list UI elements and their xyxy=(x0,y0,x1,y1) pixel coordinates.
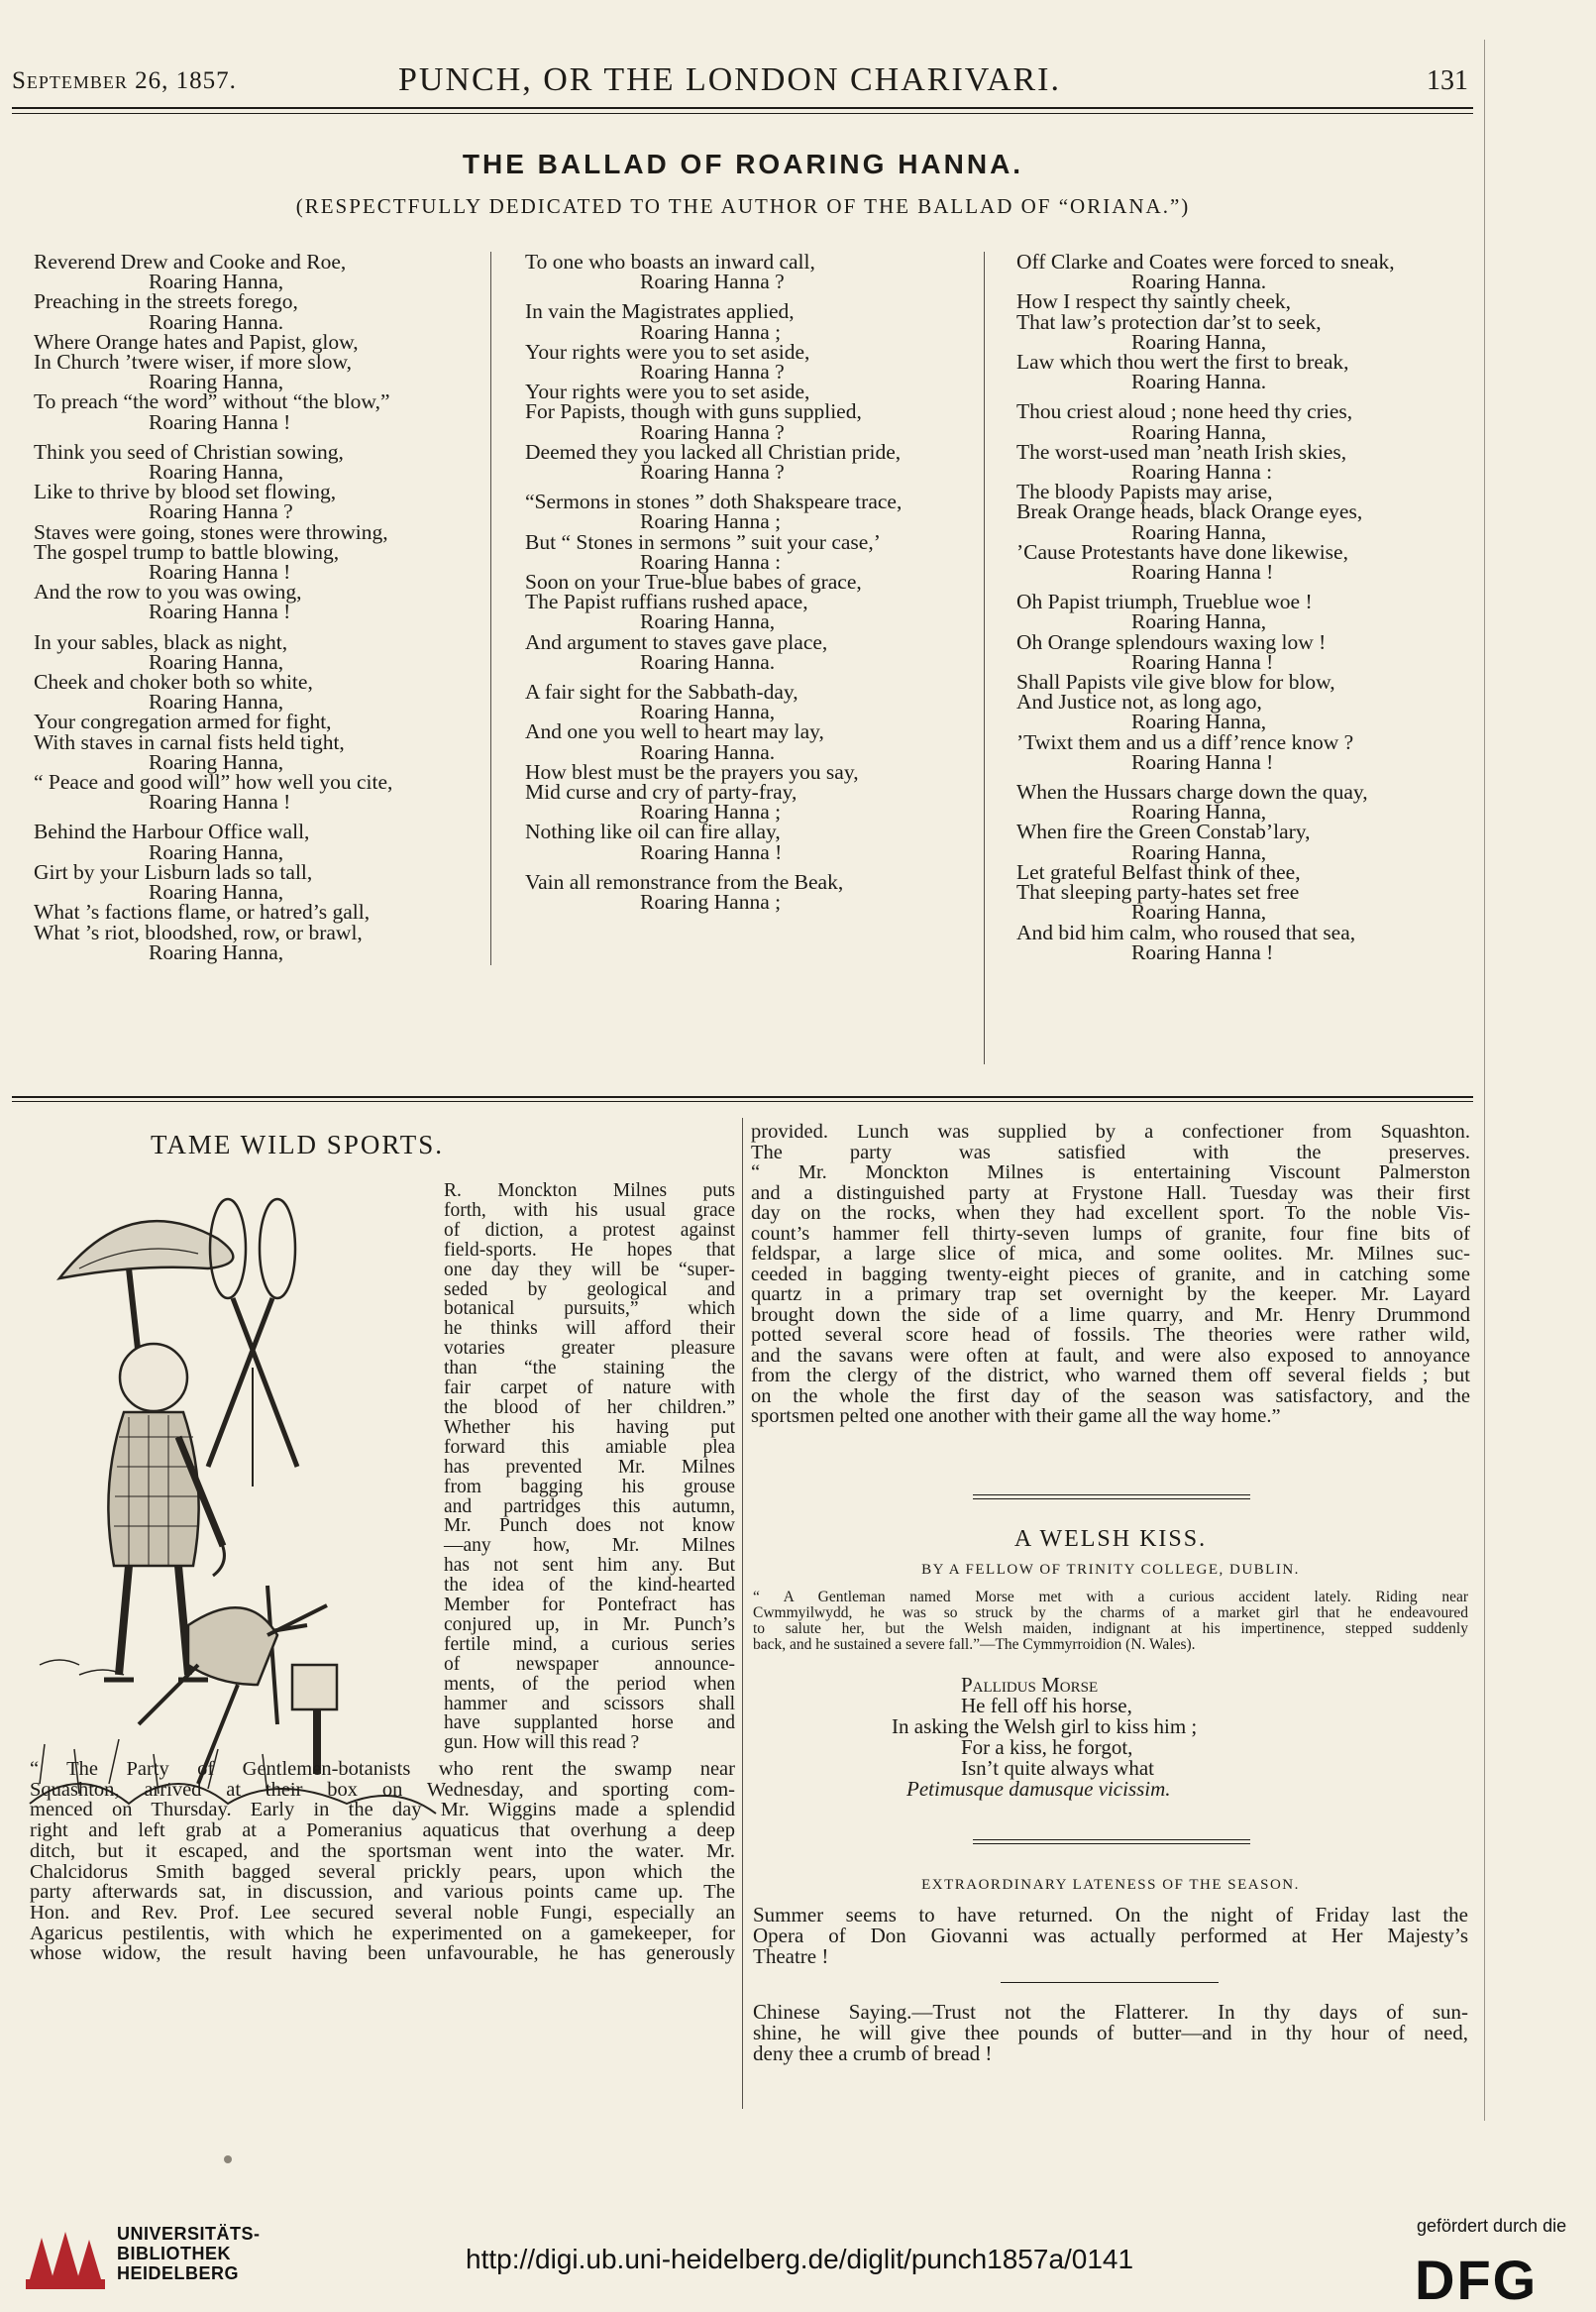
refrain-line: Roaring Hanna ! xyxy=(149,409,291,434)
verse-line: Mid curse and cry of party-fray, xyxy=(525,780,798,805)
text-line: potted several score head of fossils. The theories were rather wild, xyxy=(751,1324,1470,1346)
text-line: provided. Lunch was supplied by a confectioner from Squashton. xyxy=(751,1121,1470,1143)
journal-title: PUNCH, OR THE LONDON CHARIVARI. xyxy=(398,61,1062,98)
text-line: right and left grab at a Pomeranius aquaticus that overhung a deep xyxy=(30,1819,735,1842)
text-line: count’s hammer fell thirty-seven lumps of granite, four fine bits of xyxy=(751,1222,1470,1245)
verse-line: The worst-used man ’neath Irish skies, xyxy=(1016,439,1347,464)
verse-line: Isn’t quite always what xyxy=(961,1756,1154,1780)
verse-line: Shall Papists vile give blow for blow, xyxy=(1016,670,1335,695)
lateness-title: EXTRAORDINARY LATENESS OF THE SEASON. xyxy=(921,1877,1300,1893)
refrain-line: Roaring Hanna, xyxy=(1131,609,1267,634)
library-line-2: BIBLIOTHEK xyxy=(117,2244,231,2263)
speck xyxy=(224,2155,232,2163)
text-line: Opera of Don Giovanni was actually performed at Her Majesty’s xyxy=(753,1924,1468,1947)
text-line: conjured up, in Mr. Punch’s xyxy=(444,1613,735,1635)
text-line: and partridges this autumn, xyxy=(444,1495,735,1517)
refrain-line: Roaring Hanna ? xyxy=(640,460,785,485)
refrain-line: Roaring Hanna, xyxy=(149,939,284,964)
text-line: forth, with his usual grace xyxy=(444,1199,735,1221)
university-library-logo-icon xyxy=(22,2228,111,2297)
verse-line: How I respect thy saintly cheek, xyxy=(1016,289,1292,314)
text-line: day on the rocks, when they had excellent sport. To the noble Vis- xyxy=(751,1202,1470,1224)
verse-line: Staves were going, stones were throwing, xyxy=(34,519,388,544)
verse-line: Girt by your Lisburn lads so tall, xyxy=(34,859,313,884)
verse-line: To one who boasts an inward call, xyxy=(525,250,815,274)
funded-by-label: gefördert durch die xyxy=(1417,2216,1567,2236)
verse-line: In asking the Welsh girl to kiss him ; xyxy=(892,1714,1198,1738)
text-line: has not sent him any. But xyxy=(444,1555,735,1577)
ballad-column-2 xyxy=(525,250,991,915)
text-line: Chalcidorus Smith bagged several prickly pears, upon which the xyxy=(30,1860,735,1883)
verse-line: He fell off his horse, xyxy=(961,1694,1132,1717)
text-line: to salute her, but the Welsh maiden, indignant at his impertinence, stepped suddenly xyxy=(753,1620,1468,1637)
welsh-kiss-epigraph xyxy=(753,1590,1468,1653)
refrain-line: Roaring Hanna. xyxy=(640,649,776,674)
refrain-line: Roaring Hanna ! xyxy=(1131,649,1274,674)
verse-line: Your rights were you to set aside, xyxy=(525,339,810,364)
column-rule-2 xyxy=(984,252,985,1064)
section-rule-2 xyxy=(12,1101,1473,1102)
refrain-line: Roaring Hanna, xyxy=(1131,329,1267,354)
refrain-line: Roaring Hanna ! xyxy=(149,790,291,815)
text-line: ditch, but it escaped, and the sportsman went into the water. Mr. xyxy=(30,1839,735,1862)
header-rule-1 xyxy=(12,107,1473,109)
refrain-line: Roaring Hanna, xyxy=(149,880,284,905)
verse-line: And one you well to heart may lay, xyxy=(525,719,824,744)
verse-line: Your rights were you to set aside, xyxy=(525,380,810,404)
lateness-body xyxy=(753,1905,1468,1967)
text-line: whose widow, the result having been unfavourable, he has generously xyxy=(30,1942,735,1965)
refrain-line: Roaring Hanna, xyxy=(149,690,284,715)
verse-line: And the row to you was owing, xyxy=(34,580,302,605)
verse-line: That sleeping party-hates set free xyxy=(1016,880,1300,905)
refrain-line: Roaring Hanna, xyxy=(1131,710,1267,734)
text-line: deny thee a crumb of bread ! xyxy=(753,2041,993,2065)
refrain-line: Roaring Hanna, xyxy=(149,460,284,485)
verse-line: What ’s factions flame, or hatred’s gall, xyxy=(34,900,371,925)
verse-line: When the Hussars charge down the quay, xyxy=(1016,780,1368,805)
text-line: botanical pursuits,” which xyxy=(444,1298,735,1320)
text-line: sportsmen pelted one another with their game all the way home.” xyxy=(751,1405,1281,1427)
text-line: quartz in a primary trap set overnight by the keeper. Mr. Layard xyxy=(751,1283,1470,1305)
verse-line: What ’s riot, bloodshed, row, or brawl, xyxy=(34,920,363,944)
verse-line: Where Orange hates and Papist, glow, xyxy=(34,329,359,354)
divider-welsh-2 xyxy=(973,1498,1250,1499)
verse-line: For Papists, though with guns supplied, xyxy=(525,399,862,424)
verse-line: The gospel trump to battle blowing, xyxy=(34,539,340,564)
refrain-line: Roaring Hanna ; xyxy=(640,800,782,825)
text-line: from bagging his grouse xyxy=(444,1476,735,1497)
welsh-kiss-verse xyxy=(892,1675,1387,1800)
text-line: fertile mind, a curious series xyxy=(444,1633,735,1655)
verse-line: Oh Orange splendours waxing low ! xyxy=(1016,629,1327,654)
refrain-line: Roaring Hanna, xyxy=(1131,800,1267,825)
verse-line: Preaching in the streets forego, xyxy=(34,289,298,314)
text-line: menced on Thursday. Early in the day Mr. Wiggins made a splendid xyxy=(30,1799,735,1821)
text-line: on the whole the first day of the season was satisfactory, and the xyxy=(751,1384,1470,1407)
text-line: hammer and scissors shall xyxy=(444,1693,735,1714)
ballad-column-1 xyxy=(34,252,499,962)
divider-chinese xyxy=(1001,1982,1219,1983)
refrain-line: Roaring Hanna ? xyxy=(640,419,785,444)
text-line: Mr. Punch does not know xyxy=(444,1515,735,1537)
verse-line: “ Peace and good will” how well you cite, xyxy=(34,770,393,795)
verse-line: And Justice not, as long ago, xyxy=(1016,690,1262,715)
refrain-line: Roaring Hanna, xyxy=(149,270,284,294)
library-line-3: HEIDELBERG xyxy=(117,2263,240,2283)
text-line: votaries greater pleasure xyxy=(444,1338,735,1360)
refrain-line: Roaring Hanna, xyxy=(149,749,284,774)
library-line-1: UNIVERSITÄTS- xyxy=(117,2224,261,2244)
verse-line: Let grateful Belfast think of thee, xyxy=(1016,859,1301,884)
text-line: than “the staining the xyxy=(444,1358,735,1379)
verse-line: With staves in carnal fists held tight, xyxy=(34,729,345,754)
refrain-line: Roaring Hanna. xyxy=(1131,370,1267,394)
text-line: Squashton, arrived at their box on Wednesday, and sporting com- xyxy=(30,1778,735,1801)
text-line: gun. How will this read ? xyxy=(444,1732,640,1754)
verse-line: Thou criest aloud ; none heed thy cries, xyxy=(1016,399,1353,424)
refrain-line: Roaring Hanna ; xyxy=(640,319,782,344)
text-line: shine, he will give thee pounds of butter—and in thy hour of need, xyxy=(753,2021,1468,2044)
refrain-line: Roaring Hanna ; xyxy=(640,890,782,915)
university-library-name xyxy=(117,2224,261,2283)
text-line: field-sports. He hopes that xyxy=(444,1239,735,1261)
refrain-line: Roaring Hanna, xyxy=(149,649,284,674)
text-line: seded by geological and xyxy=(444,1278,735,1300)
verse-line: Law which thou wert the first to break, xyxy=(1016,350,1349,375)
refrain-line: Roaring Hanna, xyxy=(149,370,284,394)
refrain-line: Roaring Hanna : xyxy=(640,549,782,574)
verse-line: “Sermons in stones ” doth Shakspeare trace, xyxy=(525,490,903,514)
ballad-column-3 xyxy=(1016,252,1482,962)
tame-wild-sports-title: TAME WILD SPORTS. xyxy=(151,1130,444,1159)
text-line: Member for Pontefract has xyxy=(444,1595,735,1616)
text-line: ments, of the period when xyxy=(444,1673,735,1695)
refrain-line: Roaring Hanna ! xyxy=(1131,560,1274,585)
text-line: Theatre ! xyxy=(753,1944,829,1968)
verse-line: The Papist ruffians rushed apace, xyxy=(525,590,808,614)
text-line: the blood of her children.” xyxy=(444,1396,735,1418)
verse-line: Off Clarke and Coates were forced to sneak, xyxy=(1016,250,1395,274)
verse-line: Vain all remonstrance from the Beak, xyxy=(525,869,844,894)
verse-line: Nothing like oil can fire allay, xyxy=(525,820,781,844)
text-line: —any how, Mr. Milnes xyxy=(444,1535,735,1557)
verse-line: Petimusque damusque vicissim. xyxy=(906,1777,1171,1801)
text-line: and the savans were often at fault, and were also exposed to annoyance xyxy=(751,1344,1470,1367)
refrain-line: Roaring Hanna. xyxy=(149,309,284,334)
text-line: has prevented Mr. Milnes xyxy=(444,1456,735,1478)
dfg-logo: DFG xyxy=(1415,2249,1539,2311)
text-line: party afterwards sat, in discussion, and various points came up. The xyxy=(30,1881,735,1904)
refrain-line: Roaring Hanna ? xyxy=(640,360,785,385)
text-line: Whether his having put xyxy=(444,1416,735,1438)
welsh-kiss-title: A WELSH KISS. xyxy=(1013,1526,1208,1552)
verse-line: The bloody Papists may arise, xyxy=(1016,480,1273,504)
text-line: the idea of the kind-hearted xyxy=(444,1575,735,1596)
verse-line: And bid him calm, who roused that sea, xyxy=(1016,920,1356,944)
refrain-line: Roaring Hanna, xyxy=(640,700,776,724)
text-line: The party was satisfied with the preserves. xyxy=(751,1141,1470,1163)
ballad-title: THE BALLAD OF ROARING HANNA. xyxy=(462,149,1024,179)
verse-line: Like to thrive by blood set flowing, xyxy=(34,480,337,504)
tame-wild-sports-body xyxy=(30,1759,735,1964)
verse-line: That law’s protection dar’st to seek, xyxy=(1016,309,1322,334)
page-number: 131 xyxy=(1427,65,1468,96)
verse-line: Your congregation armed for fight, xyxy=(34,710,332,734)
verse-line: Reverend Drew and Cooke and Roe, xyxy=(34,250,347,274)
tame-wild-sports-continuation xyxy=(751,1122,1470,1427)
verse-line: How blest must be the prayers you say, xyxy=(525,759,859,784)
text-line: feldspar, a large slice of mica, and some oolites. Mr. Milnes suc- xyxy=(751,1243,1470,1265)
text-line: fair carpet of nature with xyxy=(444,1377,735,1399)
verse-line: Soon on your True-blue babes of grace, xyxy=(525,570,862,595)
refrain-line: Roaring Hanna ! xyxy=(149,600,291,624)
verse-line: Pallidus Morse xyxy=(961,1673,1099,1697)
refrain-line: Roaring Hanna ! xyxy=(149,560,291,585)
divider-welsh-1 xyxy=(973,1494,1250,1495)
refrain-line: Roaring Hanna. xyxy=(640,739,776,764)
text-line: brought down the side of a lime quarry, and Mr. Henry Drummond xyxy=(751,1303,1470,1326)
refrain-line: Roaring Hanna ! xyxy=(1131,749,1274,774)
text-line: one day they will be “super- xyxy=(444,1259,735,1280)
verse-line: A fair sight for the Sabbath-day, xyxy=(525,680,798,705)
text-line: have supplanted horse and xyxy=(444,1712,735,1734)
page-edge-rule xyxy=(1484,40,1485,2121)
verse-line: ’Twixt them and us a diff’rence know ? xyxy=(1016,729,1354,754)
column-rule-lower xyxy=(742,1118,743,2109)
refrain-line: Roaring Hanna ? xyxy=(640,270,785,294)
text-line: forward this amiable plea xyxy=(444,1436,735,1458)
header-rule-2 xyxy=(12,113,1473,114)
text-line: ceeded in bagging twenty-eight pieces of granite, and in catching some xyxy=(751,1263,1470,1285)
refrain-line: Roaring Hanna ! xyxy=(1131,939,1274,964)
refrain-line: Roaring Hanna, xyxy=(1131,519,1267,544)
verse-line: For a kiss, he forgot, xyxy=(961,1735,1133,1759)
text-line: Hon. and Rev. Prof. Lee secured several noble Fungi, especially an xyxy=(30,1901,735,1924)
refrain-line: Roaring Hanna : xyxy=(1131,460,1273,485)
refrain-line: Roaring Hanna ! xyxy=(640,839,783,864)
refrain-line: Roaring Hanna, xyxy=(1131,900,1267,925)
text-line: and a distinguished party at Frystone Hall. Tuesday was their first xyxy=(751,1181,1470,1204)
text-line: R. Monckton Milnes puts xyxy=(444,1180,735,1201)
issue-date: September 26, 1857. xyxy=(12,67,237,94)
verse-line: In vain the Magistrates applied, xyxy=(525,299,795,324)
text-line: Summer seems to have returned. On the night of Friday last the xyxy=(753,1903,1468,1927)
refrain-line: Roaring Hanna ? xyxy=(149,499,293,524)
divider-lateness-2 xyxy=(973,1843,1250,1844)
refrain-line: Roaring Hanna, xyxy=(1131,419,1267,444)
text-line: “ Mr. Monckton Milnes is entertaining Viscount Palmerston xyxy=(751,1161,1470,1183)
divider-lateness-1 xyxy=(973,1839,1250,1840)
verse-line: In Church ’twere wiser, if more slow, xyxy=(34,350,352,375)
welsh-kiss-byline: BY A FELLOW OF TRINITY COLLEGE, DUBLIN. xyxy=(921,1562,1300,1578)
refrain-line: Roaring Hanna, xyxy=(1131,839,1267,864)
verse-line: Oh Papist triumph, Trueblue woe ! xyxy=(1016,590,1313,614)
refrain-line: Roaring Hanna ; xyxy=(640,509,782,534)
section-rule-1 xyxy=(12,1096,1473,1098)
column-rule-1 xyxy=(490,252,491,965)
verse-line: When fire the Green Constab’lary, xyxy=(1016,820,1311,844)
refrain-line: Roaring Hanna, xyxy=(149,839,284,864)
verse-line: And argument to staves gave place, xyxy=(525,629,828,654)
verse-line: To preach “the word” without “the blow,” xyxy=(34,389,390,414)
text-line: Cwmmyilwydd, he was so struck by the charms of a market girl that he endeavoured xyxy=(753,1604,1468,1621)
text-line: “ A Gentleman named Morse met with a curious accident lately. Riding near xyxy=(753,1589,1468,1605)
tame-wild-sports-lead xyxy=(444,1181,735,1753)
running-head xyxy=(12,59,1468,99)
ballad-dedication: (RESPECTFULLY DEDICATED TO THE AUTHOR OF THE BALLAD OF “ORIANA.”) xyxy=(295,194,1191,218)
verse-line: Cheek and choker both so white, xyxy=(34,670,313,695)
refrain-line: Roaring Hanna. xyxy=(1131,270,1267,294)
verse-line: ’Cause Protestants have done likewise, xyxy=(1016,539,1348,564)
verse-line: Deemed they you lacked all Christian pride, xyxy=(525,439,902,464)
text-line: he thinks will afford their xyxy=(444,1318,735,1340)
text-line: Agaricus pestilentis, with which he experimented on a gamekeeper, for xyxy=(30,1922,735,1944)
verse-line: But “ Stones in sermons ” suit your case,’ xyxy=(525,529,881,554)
text-line: from the clergy of the district, who warned them off several fields ; but xyxy=(751,1365,1470,1386)
chinese-saying xyxy=(753,2002,1468,2064)
text-line: back, and he sustained a severe fall.”—The Cymmyrroidion (N. Wales). xyxy=(753,1636,1196,1653)
text-line: Chinese Saying.—Trust not the Flatterer. In thy days of sun- xyxy=(753,2000,1468,2024)
refrain-line: Roaring Hanna, xyxy=(640,609,776,634)
text-line: “ The Party of Gentlemen-botanists who rent the swamp near xyxy=(30,1758,735,1780)
verse-line: In your sables, black as night, xyxy=(34,629,288,654)
verse-line: Behind the Harbour Office wall, xyxy=(34,820,310,844)
illustration-geologist-hammer xyxy=(20,1169,446,1833)
source-url-link[interactable]: http://digi.ub.uni-heidelberg.de/diglit/punch1857a/0141 xyxy=(466,2244,1134,2274)
verse-line: Break Orange heads, black Orange eyes, xyxy=(1016,499,1363,524)
text-line: of diction, a protest against xyxy=(444,1219,735,1241)
text-line: of newspaper announce- xyxy=(444,1653,735,1675)
verse-line: Think you seed of Christian sowing, xyxy=(34,439,344,464)
